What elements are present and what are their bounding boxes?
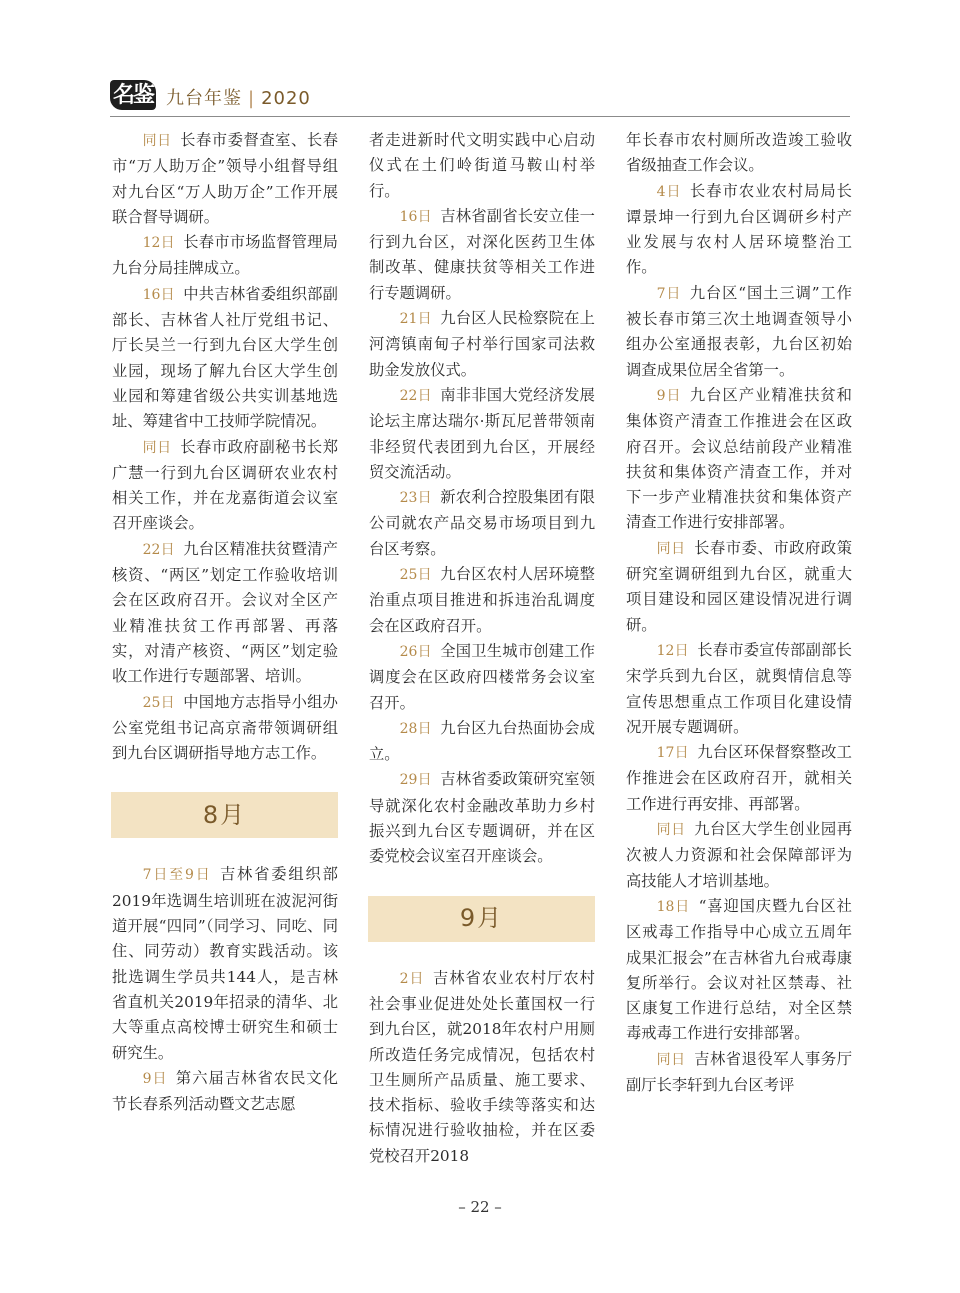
page-number: – 22 – <box>458 1198 502 1216</box>
chronicle-entry <box>112 537 338 690</box>
header-rule <box>110 116 850 117</box>
entry-text: 九台区九台热面协会成立。 <box>369 718 595 764</box>
column-right <box>626 128 852 1098</box>
entry-date: 同日 <box>142 439 172 456</box>
chronicle-entry <box>369 485 595 562</box>
entry-text: 长春市市场监督管理局九台分局挂牌成立。 <box>112 233 338 278</box>
chronicle-entry <box>112 230 338 282</box>
entry-text: 吉林省副省长安立佳一行到九台区，对深化医药卫生体制改革、健康扶贫等相关工作进行专题调研。 <box>369 206 595 302</box>
entry-text: 吉林省委组织部2019年选调生培训班在波泥河街道开展“四同”（同学习、同吃、同住、同劳动）教育实践活动。该批选调生学员共144人，是吉林省直机关2019年招录的清华、北大等重点高校博士研究生和硕士研究生。 <box>112 865 338 1062</box>
entry-text: 长春市政府副秘书长郑广慧一行到九台区调研农业农村相关工作，并在龙嘉街道会议室召开座谈会。 <box>112 437 338 533</box>
entry-date: 同日 <box>656 540 686 557</box>
running-title <box>166 84 311 110</box>
entry-text: 九台区大学生创业园再次被人力资源和社会保障部评为高技能人才培训基地。 <box>626 820 852 890</box>
entry-date: 21日 <box>399 311 432 328</box>
entries-col3-a <box>626 179 852 1099</box>
chronicle-entry <box>626 383 852 536</box>
chronicle-entry <box>369 204 595 306</box>
entry-text: 长春市委宣传部副部长宋学兵到九台区，就舆情信息等宣传思想重点工作项目化建设情况开展专题调研。 <box>626 640 852 736</box>
page-header <box>110 80 850 116</box>
entry-date: 9日 <box>656 387 682 404</box>
chronicle-entry <box>112 435 338 537</box>
chronicle-entry <box>369 562 595 639</box>
entry-text: “喜迎国庆暨九台区社区戒毒工作指导中心成立五周年成果汇报会”在吉林省九台戒毒康复所举行。会议对社区禁毒、社区康复工作进行总结，对全区禁毒戒毒工作进行安排部署。 <box>626 896 852 1043</box>
chronicle-entry <box>369 966 595 1169</box>
chronicle-entry <box>112 128 338 230</box>
chronicle-entry <box>626 179 852 281</box>
entry-date: 7日至9日 <box>142 867 212 884</box>
entry-text: 全国卫生城市创建工作调度会在区政府四楼常务会议室召开。 <box>369 641 595 712</box>
chronicle-entry <box>626 740 852 817</box>
month-heading-september: 9月 <box>368 896 595 942</box>
entry-date: 9日 <box>142 1070 168 1087</box>
entry-date: 25日 <box>142 694 175 711</box>
entry-text: 吉林省委政策研究室领导就深化农村金融改革助力乡村振兴到九台区专题调研，并在区委党校会议室召开座谈会。 <box>369 770 595 866</box>
yearbook-logo: 名鉴 <box>110 80 156 110</box>
entry-text: 中共吉林省委组织部副部长、吉林省人社厅党组书记、厅长吴兰一行到九台区大学生创业园，现场了解九台区大学生创业园和筹建省级公共实训基地选址、筹建省中工技师学院情况。 <box>112 284 338 431</box>
continued-entry: 年长春市农村厕所改造竣工验收省级抽查工作会议。 <box>626 131 852 175</box>
entry-date: 2日 <box>399 970 425 987</box>
chronicle-entry <box>626 894 852 1047</box>
entry-date: 同日 <box>142 133 172 149</box>
chronicle-entry <box>369 383 595 485</box>
entry-date: 12日 <box>142 235 175 252</box>
entry-date: 16日 <box>399 208 432 225</box>
entry-date: 26日 <box>399 643 432 660</box>
entry-text: 南非非国大党经济发展论坛主席达瑞尔·斯瓦尼普带领南非经贸代表团到九台区，开展经贸交流活动。 <box>369 385 595 481</box>
chronicle-entry <box>112 690 338 767</box>
entry-date: 18日 <box>656 898 691 915</box>
entry-text: 九台区农村人居环境整治重点项目推进和拆违治乱调度会在区政府召开。 <box>369 565 595 635</box>
entry-text: 长春市委督查室、长春市“万人助万企”领导小组督导组对九台区“万人助万企”工作开展联合督导调研。 <box>112 131 338 226</box>
entry-date: 28日 <box>399 720 432 737</box>
chronicle-entry <box>112 862 338 1065</box>
chronicle-entry <box>626 536 852 638</box>
entries-col1-b <box>112 862 338 1117</box>
entry-text: 九台区精准扶贫暨清产核资、“两区”划定工作验收培训会在区政府召开。会议对全区产业精准扶贫工作再部署、再落实，对清产核资、“两区”划定验收工作进行专题部署、培训。 <box>112 539 338 686</box>
month-heading-august: 8月 <box>111 792 338 838</box>
entry-text: 九台区环保督察整改工作推进会在区政府召开，就相关工作进行再安排、再部署。 <box>626 743 852 813</box>
continued-entry: 者走进新时代文明实践中心启动仪式在土们岭街道马鞍山村举行。 <box>369 131 595 200</box>
entry-date: 29日 <box>399 772 432 789</box>
entry-date: 17日 <box>656 745 689 762</box>
entry-date: 23日 <box>399 490 432 507</box>
entry-date: 25日 <box>399 567 432 584</box>
entry-date: 7日 <box>656 285 682 302</box>
entry-date: 12日 <box>656 642 689 659</box>
yearbook-year: 2020 <box>261 88 311 109</box>
entry-date: 22日 <box>142 541 175 558</box>
chronicle-entry <box>369 306 595 383</box>
chronicle-entry <box>626 638 852 740</box>
chronicle-entry <box>626 281 852 383</box>
entry-text: 九台区产业精准扶贫和集体资产清查工作推进会在区政府召开。会议总结前段产业精准扶贫和集体资产清查工作，并对下一步产业精准扶贫和集体资产清查工作进行安排部署。 <box>626 385 852 532</box>
chronicle-entry <box>112 282 338 435</box>
entry-text: 新农利合控股集团有限公司就农产品交易市场项目到九台区考察。 <box>369 488 595 558</box>
entry-text: 长春市农业农村局局长谭景坤一行到九台区调研乡村产业发展与农村人居环境整治工作。 <box>626 181 852 277</box>
entry-text: 吉林省农业农村厅农村社会事业促进处处长董国权一行到九台区，就2018年农村户用厕所改造任务完成情况，包括农村卫生厕所产品质量、施工要求、技术指标、验收手续等落实和达标情况进行验收抽检，并在区委党校召开2018 <box>369 968 595 1165</box>
yearbook-title: 九台年鉴 <box>166 88 242 109</box>
chronicle-entry <box>369 716 595 768</box>
chronicle-entry <box>369 639 595 716</box>
entry-text: 九台区“国土三调”工作被长春市第三次土地调查领导小组办公室通报表彰，九台区初始调查成果位居全省第一。 <box>626 283 852 379</box>
entry-text: 九台区人民检察院在上河湾镇南甸子村举行国家司法救助金发放仪式。 <box>369 309 595 379</box>
column-middle <box>369 128 595 1169</box>
chronicle-entry <box>626 1047 852 1099</box>
title-separator: | <box>248 88 256 109</box>
column-left <box>112 128 338 1117</box>
chronicle-entry <box>369 767 595 869</box>
entry-text: 中国地方志指导小组办公室党组书记高京斋带领调研组到九台区调研指导地方志工作。 <box>112 692 338 763</box>
entries-col1-a <box>112 128 338 766</box>
entry-date: 16日 <box>142 286 175 303</box>
chronicle-entry <box>112 1066 338 1118</box>
chronicle-entry <box>626 817 852 894</box>
entry-text: 长春市委、市政府政策研究室调研组到九台区，就重大项目建设和园区建设情况进行调研。 <box>626 538 852 634</box>
entry-date: 22日 <box>399 387 432 404</box>
entry-date: 4日 <box>656 183 682 200</box>
entry-text: 吉林省退役军人事务厅副厅长李轩到九台区考评 <box>626 1049 852 1094</box>
entry-date: 同日 <box>656 822 686 839</box>
entry-date: 同日 <box>656 1051 686 1068</box>
entry-text: 第六届吉林省农民文化节长春系列活动暨文艺志愿 <box>112 1068 338 1114</box>
entries-col2-a <box>369 204 595 870</box>
entries-col2-b <box>369 966 595 1169</box>
